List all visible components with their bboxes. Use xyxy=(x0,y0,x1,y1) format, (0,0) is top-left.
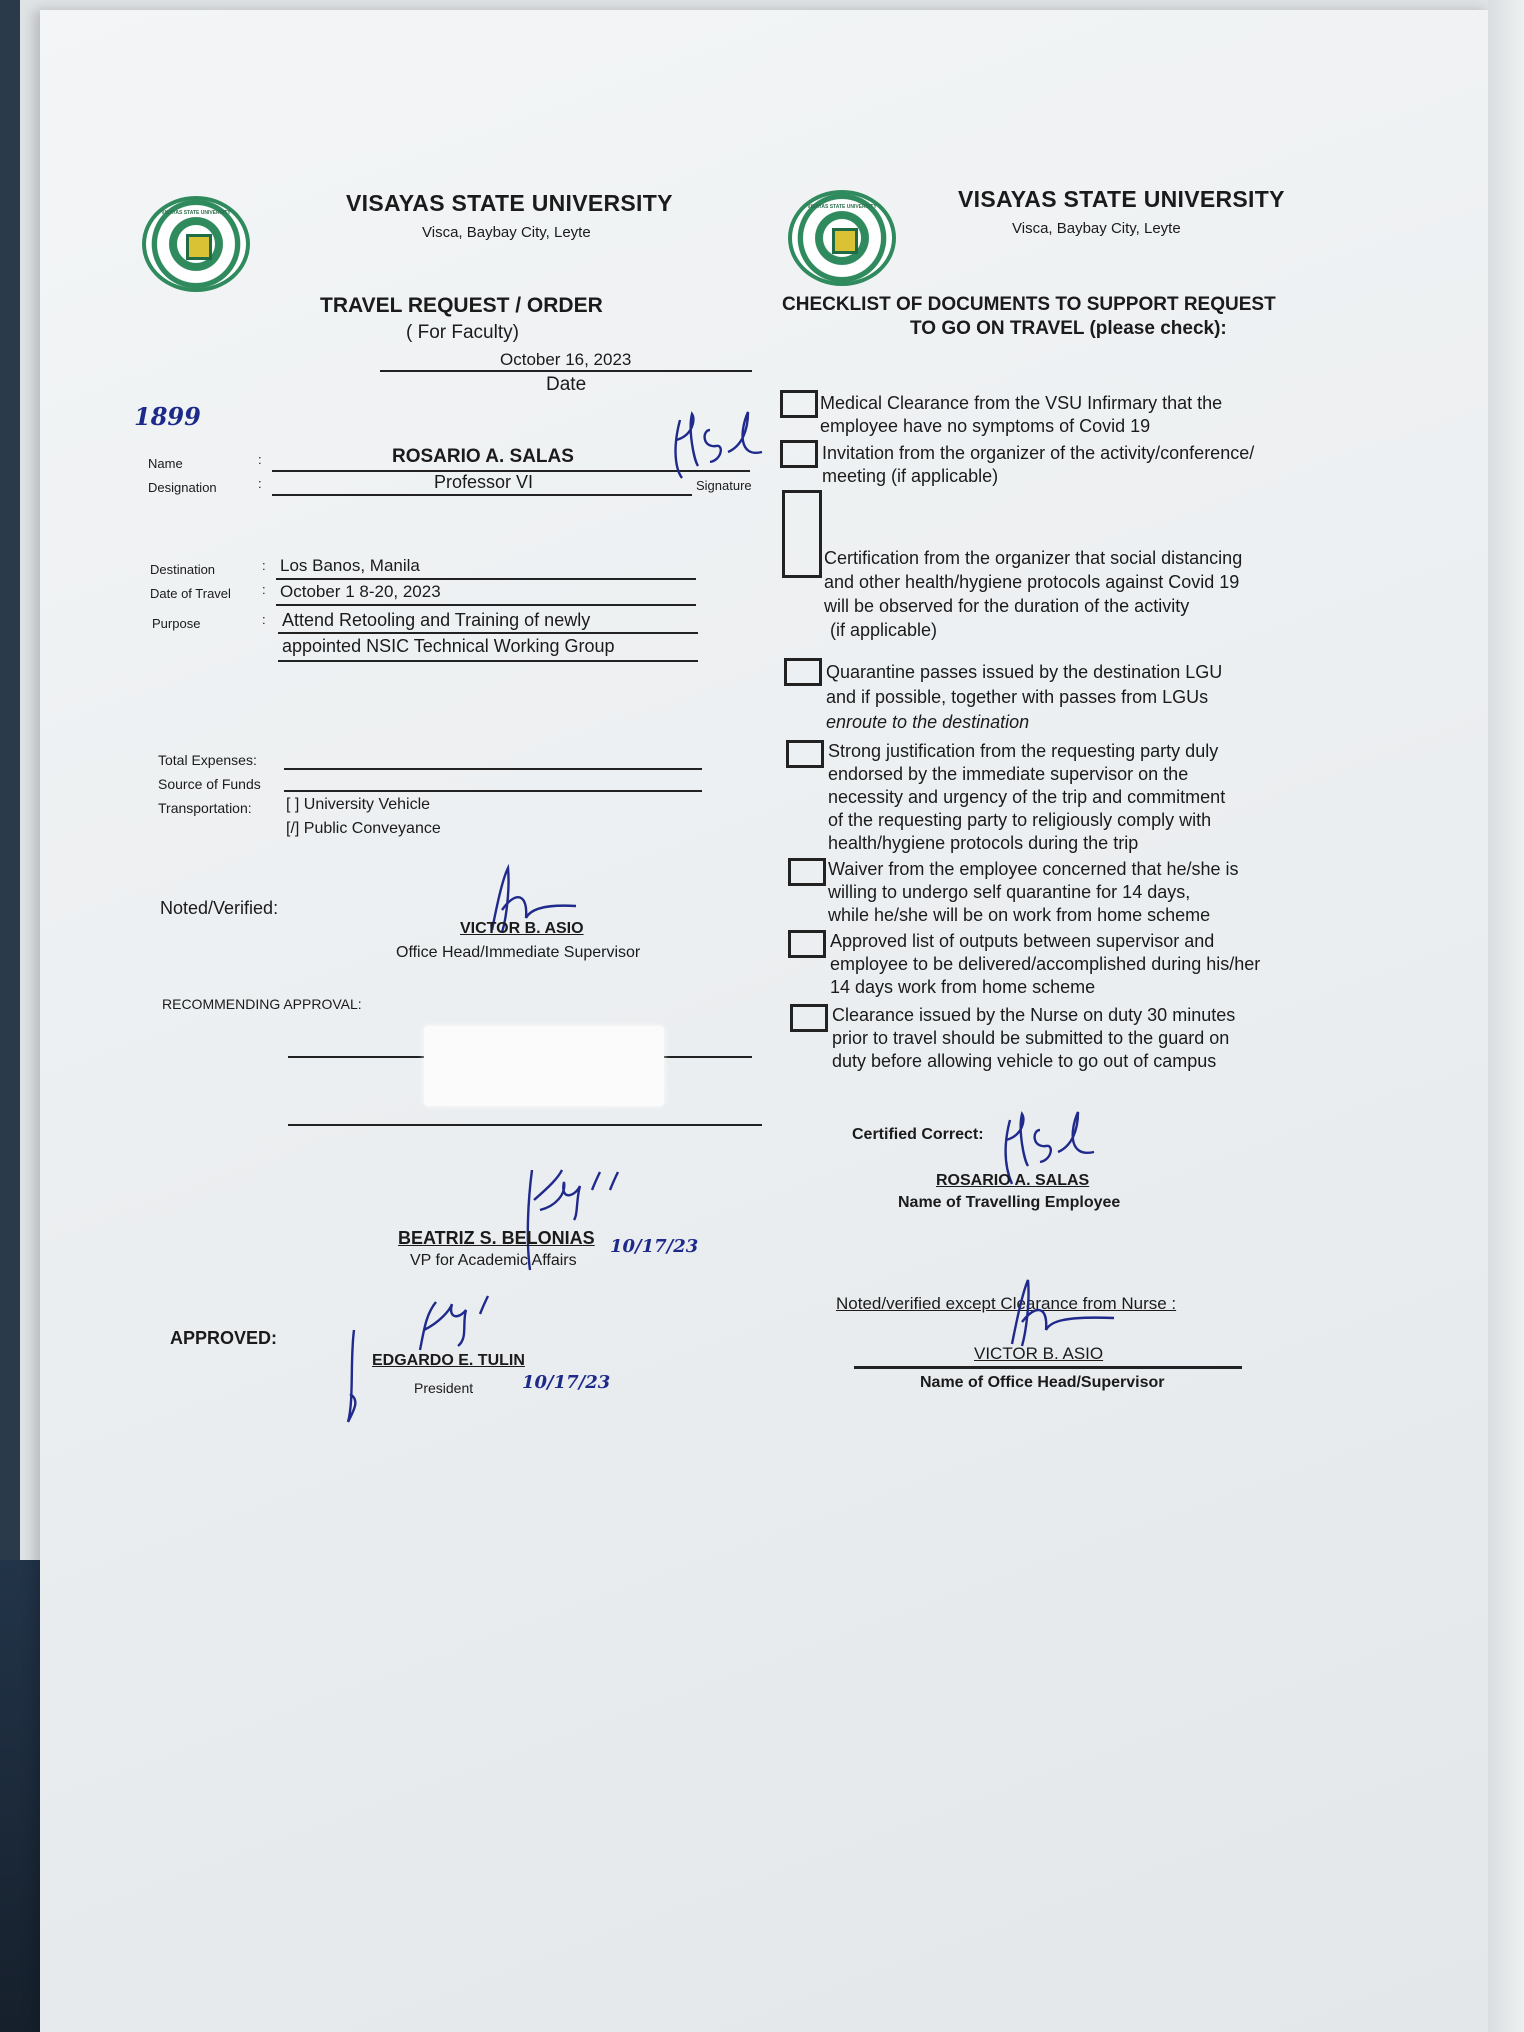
source-of-funds-line xyxy=(284,790,702,792)
name-value: ROSARIO A. SALAS xyxy=(392,446,574,467)
seal-core-icon xyxy=(186,234,212,260)
university-name-right: VISAYAS STATE UNIVERSITY xyxy=(958,186,1285,212)
transport-option-public-conveyance: [/] Public Conveyance xyxy=(286,820,441,837)
handwritten-number: 1899 xyxy=(134,402,201,431)
date-of-travel-line xyxy=(276,604,696,606)
checkbox-certification[interactable] xyxy=(782,490,822,578)
purpose-label: Purpose xyxy=(152,616,201,631)
noted-verified-label: Noted/Verified: xyxy=(160,898,279,918)
supervisor-name: VICTOR B. ASIO xyxy=(974,1344,1104,1363)
checklist-item-waiver: Waiver from the employee concerned that he/she is willing to undergo self quarantine for 14 days, while he/she will be on work from home scheme xyxy=(828,859,1239,925)
checkbox-invitation[interactable] xyxy=(780,440,818,468)
checklist-item-strong-justification: Strong justification from the requesting party duly endorsed by the immediate supervisor on the necessity and urgency of the trip and commitment of the requesting party to religiously comply with health/hygiene protocols during the trip xyxy=(828,741,1226,853)
date-of-travel-value: October 1 8-20, 2023 xyxy=(280,582,441,601)
colon: : xyxy=(258,476,262,491)
university-address-left: Visca, Baybay City, Leyte xyxy=(422,224,591,241)
designation-label: Designation xyxy=(148,480,217,495)
approved-label: APPROVED: xyxy=(170,1328,278,1348)
redacted-area xyxy=(424,1026,664,1106)
checklist-item-quarantine-passes: Quarantine passes issued by the destination LGU and if possible, together with passes from LGUs enroute to the destination xyxy=(826,662,1223,732)
certified-correct-label: Certified Correct: xyxy=(852,1126,984,1143)
supervisor-title: Name of Office Head/Supervisor xyxy=(920,1374,1165,1391)
university-address-right: Visca, Baybay City, Leyte xyxy=(1012,220,1181,237)
certified-title: Name of Travelling Employee xyxy=(898,1194,1121,1211)
checklist-item-approved-outputs: Approved list of outputs between supervisor and employee to be delivered/accomplished during his/her 14 days work from home scheme xyxy=(830,931,1261,997)
colon: : xyxy=(262,612,266,627)
purpose-underline-2 xyxy=(278,660,698,662)
university-name-left: VISAYAS STATE UNIVERSITY xyxy=(346,190,673,216)
seal-label: VISAYAS STATE UNIVERSITY xyxy=(161,210,231,216)
checklist-item-invitation: Invitation from the organizer of the activity/conference/ meeting (if applicable) xyxy=(822,443,1255,486)
colon: : xyxy=(262,582,266,597)
checklist-title-line-1: CHECKLIST OF DOCUMENTS TO SUPPORT REQUEST xyxy=(782,294,1276,315)
checkbox-waiver[interactable] xyxy=(788,858,826,886)
form-subtitle: ( For Faculty) xyxy=(406,322,519,343)
name-label: Name xyxy=(148,456,183,471)
designation-line xyxy=(272,494,692,496)
vp-date-handwritten: 10/17/23 xyxy=(610,1236,699,1257)
destination-line xyxy=(276,578,696,580)
checklist-item-medical-clearance: Medical Clearance from the VSU Infirmary that the employee have no symptoms of Covid 19 xyxy=(820,393,1223,436)
seal-core-icon xyxy=(832,228,858,254)
signature-salas-top xyxy=(662,400,772,490)
designation-value: Professor VI xyxy=(434,472,534,492)
signature-asio-right xyxy=(990,1270,1120,1350)
total-expenses-label: Total Expenses: xyxy=(158,752,257,768)
destination-label: Destination xyxy=(150,562,216,577)
checkbox-nurse-clearance[interactable] xyxy=(790,1004,828,1032)
noted-name: VICTOR B. ASIO xyxy=(460,920,584,937)
purpose-line-2: appointed NSIC Technical Working Group xyxy=(282,636,615,656)
checkbox-approved-outputs[interactable] xyxy=(788,930,826,958)
checklist-title-line-2: TO GO ON TRAVEL (please check): xyxy=(910,318,1227,339)
recommending-approval-label: RECOMMENDING APPROVAL: xyxy=(162,996,362,1012)
checklist-item-certification: Certification from the organizer that social distancing and other health/hygiene protocols against Covid 19 will be observed for the duration of the activity (if applicable) xyxy=(824,548,1243,640)
university-seal-left xyxy=(142,196,250,292)
vp-name: BEATRIZ S. BELONIAS xyxy=(398,1228,595,1248)
checkbox-quarantine-passes[interactable] xyxy=(784,658,822,686)
transport-option-university-vehicle: [ ] University Vehicle xyxy=(286,796,431,813)
form-title: TRAVEL REQUEST / ORDER xyxy=(320,294,603,317)
date-line xyxy=(380,370,752,372)
university-seal-right xyxy=(788,190,896,286)
signature-label: Signature xyxy=(696,478,752,493)
source-of-funds-label: Source of Funds xyxy=(158,776,261,792)
date-label: Date xyxy=(546,374,587,395)
certified-name: ROSARIO A. SALAS xyxy=(936,1172,1090,1189)
seal-label: VISAYAS STATE UNIVERSITY xyxy=(807,204,877,210)
purpose-line-1: Attend Retooling and Training of newly xyxy=(282,610,591,630)
colon: : xyxy=(258,452,262,467)
supervisor-line xyxy=(854,1366,1242,1369)
president-date-handwritten: 10/17/23 xyxy=(522,1372,611,1393)
checklist-item-nurse-clearance: Clearance issued by the Nurse on duty 30 minutes prior to travel should be submitted to the guard on duty before allowing vehicle to go out of campus xyxy=(832,1005,1236,1071)
checkbox-medical-clearance[interactable] xyxy=(780,390,818,418)
destination-value: Los Banos, Manila xyxy=(280,556,420,575)
date-of-travel-label: Date of Travel xyxy=(150,586,231,601)
transportation-label: Transportation: xyxy=(158,800,252,816)
president-name: EDGARDO E. TULIN xyxy=(372,1352,525,1369)
president-title: President xyxy=(414,1380,474,1396)
checkbox-strong-justification[interactable] xyxy=(786,740,824,768)
vp-title: VP for Academic Affairs xyxy=(410,1252,577,1269)
noted-except-label: Noted/verified except Clearance from Nurse : xyxy=(836,1294,1177,1313)
document-page xyxy=(40,10,1490,2032)
date-value: October 16, 2023 xyxy=(500,350,632,369)
page-edge xyxy=(1488,0,1524,2032)
purpose-underline-1 xyxy=(278,632,698,634)
noted-title: Office Head/Immediate Supervisor xyxy=(396,944,641,961)
recommending-line-2 xyxy=(288,1124,762,1126)
total-expenses-line xyxy=(284,768,702,770)
colon: : xyxy=(262,558,266,573)
